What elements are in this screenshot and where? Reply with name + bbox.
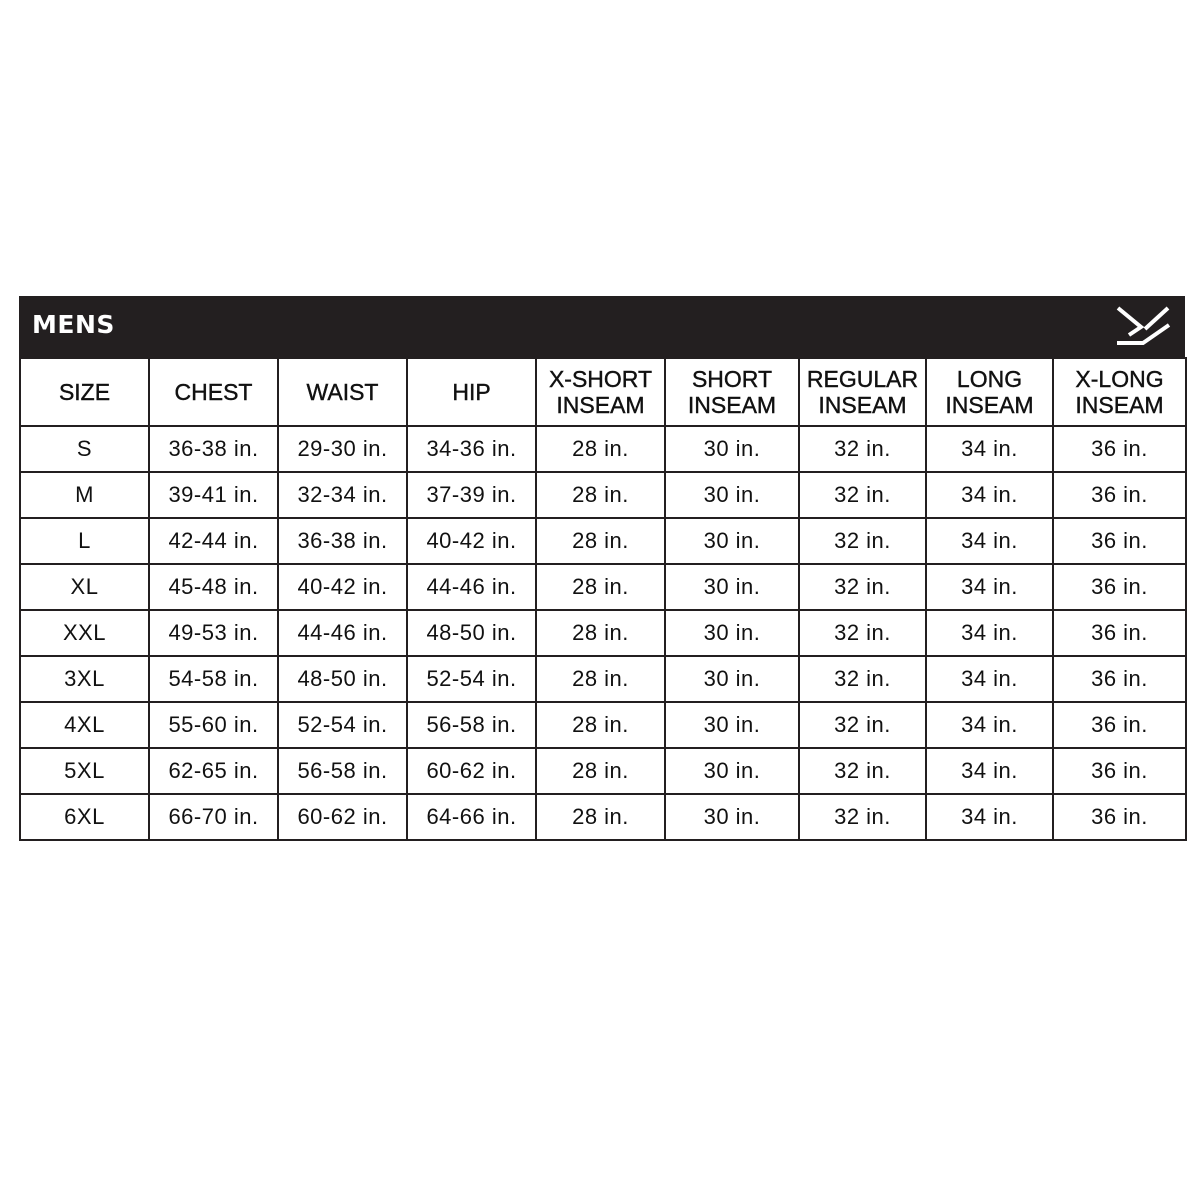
measurement-cell: 28 in. bbox=[536, 518, 665, 564]
measurement-cell: 30 in. bbox=[665, 564, 799, 610]
measurement-cell: 34 in. bbox=[926, 748, 1053, 794]
measurement-cell: 28 in. bbox=[536, 472, 665, 518]
measurement-cell: 37-39 in. bbox=[407, 472, 536, 518]
column-header-line: SIZE bbox=[58, 379, 111, 405]
measurement-cell: 36 in. bbox=[1053, 794, 1186, 840]
title-bar bbox=[19, 296, 1185, 357]
measurement-cell: 44-46 in. bbox=[407, 564, 536, 610]
size-cell: S bbox=[20, 426, 149, 472]
measurement-cell: 32-34 in. bbox=[278, 472, 407, 518]
measurement-cell: 36 in. bbox=[1053, 564, 1186, 610]
measurement-cell: 34 in. bbox=[926, 564, 1053, 610]
brand-logo-icon bbox=[1115, 305, 1171, 347]
column-header bbox=[20, 358, 149, 426]
measurement-cell: 55-60 in. bbox=[149, 702, 278, 748]
measurement-cell: 36 in. bbox=[1053, 472, 1186, 518]
measurement-cell: 44-46 in. bbox=[278, 610, 407, 656]
measurement-cell: 36 in. bbox=[1053, 656, 1186, 702]
measurement-cell: 32 in. bbox=[799, 794, 926, 840]
measurement-cell: 52-54 in. bbox=[278, 702, 407, 748]
size-cell: L bbox=[20, 518, 149, 564]
measurement-cell: 36 in. bbox=[1053, 702, 1186, 748]
measurement-cell: 48-50 in. bbox=[407, 610, 536, 656]
column-header-line: SHORT bbox=[691, 366, 773, 392]
column-header-line: INSEAM bbox=[818, 392, 907, 418]
measurement-cell: 36 in. bbox=[1053, 426, 1186, 472]
measurement-cell: 60-62 in. bbox=[278, 794, 407, 840]
measurement-cell: 45-48 in. bbox=[149, 564, 278, 610]
measurement-cell: 30 in. bbox=[665, 656, 799, 702]
measurement-cell: 34 in. bbox=[926, 656, 1053, 702]
measurement-cell: 34 in. bbox=[926, 794, 1053, 840]
measurement-cell: 36-38 in. bbox=[149, 426, 278, 472]
measurement-cell: 66-70 in. bbox=[149, 794, 278, 840]
column-header bbox=[1053, 358, 1186, 426]
measurement-cell: 48-50 in. bbox=[278, 656, 407, 702]
measurement-cell: 28 in. bbox=[536, 748, 665, 794]
measurement-cell: 34 in. bbox=[926, 472, 1053, 518]
measurement-cell: 34 in. bbox=[926, 518, 1053, 564]
measurement-cell: 28 in. bbox=[536, 426, 665, 472]
measurement-cell: 34-36 in. bbox=[407, 426, 536, 472]
column-header-line: INSEAM bbox=[687, 392, 777, 418]
column-header-line: X-LONG bbox=[1075, 366, 1164, 392]
size-cell: 3XL bbox=[20, 656, 149, 702]
table-row bbox=[20, 518, 1186, 564]
column-header-line: X-SHORT bbox=[548, 366, 653, 392]
column-header-line: INSEAM bbox=[1075, 392, 1164, 418]
measurement-cell: 32 in. bbox=[799, 702, 926, 748]
column-header bbox=[278, 358, 407, 426]
measurement-cell: 30 in. bbox=[665, 794, 799, 840]
size-cell: 4XL bbox=[20, 702, 149, 748]
chart-title: MENS bbox=[32, 310, 115, 339]
table-row bbox=[20, 472, 1186, 518]
measurement-cell: 28 in. bbox=[536, 702, 665, 748]
size-cell: XXL bbox=[20, 610, 149, 656]
measurement-cell: 36 in. bbox=[1053, 748, 1186, 794]
column-header bbox=[407, 358, 536, 426]
measurement-cell: 30 in. bbox=[665, 472, 799, 518]
measurement-cell: 40-42 in. bbox=[278, 564, 407, 610]
column-header-line: CHEST bbox=[174, 379, 253, 405]
header-row bbox=[20, 358, 1186, 426]
measurement-cell: 62-65 in. bbox=[149, 748, 278, 794]
column-header bbox=[149, 358, 278, 426]
measurement-cell: 52-54 in. bbox=[407, 656, 536, 702]
measurement-cell: 39-41 in. bbox=[149, 472, 278, 518]
measurement-cell: 36 in. bbox=[1053, 610, 1186, 656]
measurement-cell: 28 in. bbox=[536, 610, 665, 656]
table-row bbox=[20, 794, 1186, 840]
measurement-cell: 64-66 in. bbox=[407, 794, 536, 840]
size-table bbox=[19, 357, 1187, 841]
measurement-cell: 32 in. bbox=[799, 610, 926, 656]
measurement-cell: 30 in. bbox=[665, 702, 799, 748]
column-header-line: INSEAM bbox=[945, 392, 1034, 418]
column-header-line: WAIST bbox=[306, 379, 379, 405]
measurement-cell: 28 in. bbox=[536, 564, 665, 610]
measurement-cell: 49-53 in. bbox=[149, 610, 278, 656]
column-header-line: INSEAM bbox=[556, 392, 645, 418]
measurement-cell: 56-58 in. bbox=[407, 702, 536, 748]
table-row bbox=[20, 610, 1186, 656]
measurement-cell: 32 in. bbox=[799, 472, 926, 518]
measurement-cell: 34 in. bbox=[926, 702, 1053, 748]
table-body bbox=[20, 426, 1186, 840]
measurement-cell: 32 in. bbox=[799, 748, 926, 794]
measurement-cell: 28 in. bbox=[536, 794, 665, 840]
measurement-cell: 56-58 in. bbox=[278, 748, 407, 794]
measurement-cell: 54-58 in. bbox=[149, 656, 278, 702]
measurement-cell: 29-30 in. bbox=[278, 426, 407, 472]
column-header-line: HIP bbox=[452, 379, 491, 405]
size-chart bbox=[19, 296, 1185, 841]
measurement-cell: 30 in. bbox=[665, 518, 799, 564]
measurement-cell: 32 in. bbox=[799, 518, 926, 564]
size-cell: XL bbox=[20, 564, 149, 610]
size-cell: 5XL bbox=[20, 748, 149, 794]
table-row bbox=[20, 748, 1186, 794]
table-row bbox=[20, 564, 1186, 610]
measurement-cell: 32 in. bbox=[799, 564, 926, 610]
measurement-cell: 34 in. bbox=[926, 610, 1053, 656]
measurement-cell: 28 in. bbox=[536, 656, 665, 702]
column-header-line: REGULAR bbox=[806, 366, 919, 392]
measurement-cell: 30 in. bbox=[665, 610, 799, 656]
measurement-cell: 36-38 in. bbox=[278, 518, 407, 564]
size-cell: M bbox=[20, 472, 149, 518]
size-cell: 6XL bbox=[20, 794, 149, 840]
measurement-cell: 60-62 in. bbox=[407, 748, 536, 794]
column-header bbox=[536, 358, 665, 426]
table-row bbox=[20, 702, 1186, 748]
measurement-cell: 42-44 in. bbox=[149, 518, 278, 564]
measurement-cell: 30 in. bbox=[665, 748, 799, 794]
table-row bbox=[20, 656, 1186, 702]
measurement-cell: 32 in. bbox=[799, 656, 926, 702]
measurement-cell: 40-42 in. bbox=[407, 518, 536, 564]
measurement-cell: 30 in. bbox=[665, 426, 799, 472]
column-header-line: LONG bbox=[956, 366, 1023, 392]
table-row bbox=[20, 426, 1186, 472]
column-header bbox=[926, 358, 1053, 426]
measurement-cell: 34 in. bbox=[926, 426, 1053, 472]
measurement-cell: 36 in. bbox=[1053, 518, 1186, 564]
measurement-cell: 32 in. bbox=[799, 426, 926, 472]
column-header bbox=[799, 358, 926, 426]
column-header bbox=[665, 358, 799, 426]
